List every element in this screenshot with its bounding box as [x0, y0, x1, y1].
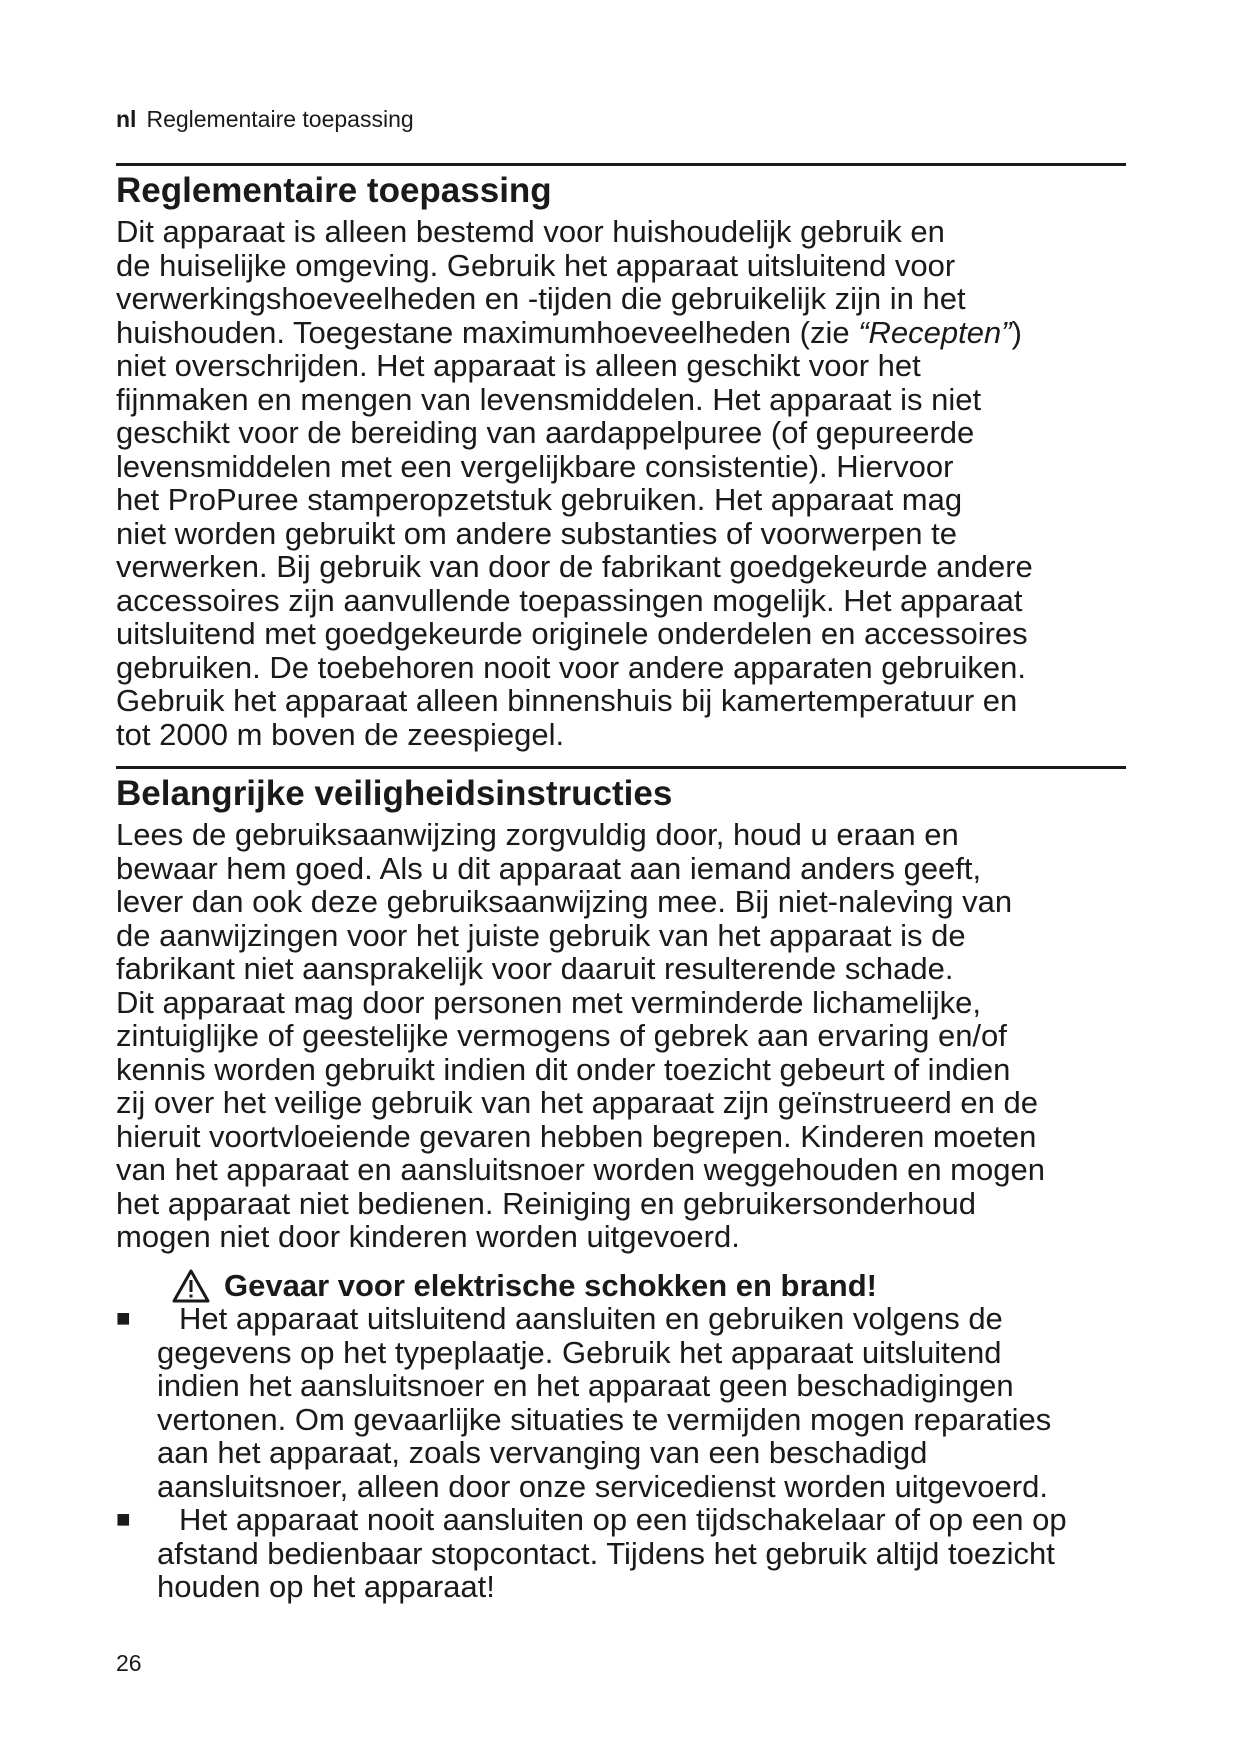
section-title-veiligheidsinstructies: Belangrijke veiligheidsinstructies: [116, 774, 673, 813]
text-line: Het apparaat uitsluitend aansluiten en gebruiken volgens de: [179, 1301, 1003, 1336]
text-line: vertonen. Om gevaarlijke situaties te vermijden mogen reparaties: [157, 1401, 1052, 1437]
language-code: nl: [116, 106, 137, 132]
running-header: [116, 104, 414, 134]
warning-triangle-icon: [172, 1269, 210, 1303]
text-line: indien het aansluitsnoer en het apparaat geen beschadigingen: [157, 1368, 1014, 1403]
text-line: mogen niet door kinderen worden uitgevoerd.: [116, 1219, 740, 1254]
page-number: 26: [116, 1650, 142, 1676]
text-line: tot 2000 m boven de zeespiegel.: [116, 716, 565, 752]
text-line: lever dan ook deze gebruiksaanwijzing mee. Bij niet-naleving van: [116, 884, 1013, 919]
text-line: gegevens op het typeplaatje. Gebruik het apparaat uitsluitend: [157, 1334, 1002, 1370]
text-line: houden op het apparaat!: [157, 1569, 495, 1604]
text-line: het ProPuree stamperopzetstuk gebruiken. Het apparaat mag: [116, 482, 963, 517]
text-line: niet overschrijden. Het apparaat is alleen geschikt voor het: [116, 348, 921, 383]
warning-heading: [172, 1267, 877, 1305]
text-line: van het apparaat en aansluitsnoer worden weggehouden en mogen: [116, 1152, 1045, 1187]
text-line: aan het apparaat, zoals vervanging van een beschadigd: [157, 1435, 928, 1470]
text-line: Lees de gebruiksaanwijzing zorgvuldig door, houd u eraan en: [116, 817, 959, 852]
text-line: hieruit voortvloeiende gevaren hebben begrepen. Kinderen moeten: [116, 1118, 1037, 1154]
paragraph-safety-instructions: [116, 818, 1045, 1254]
text-line: de aanwijzingen voor het juiste gebruik van het apparaat is de: [116, 917, 966, 953]
text-line: geschikt voor de bereiding van aardappelpuree (of gepureerde: [116, 415, 975, 450]
text-segment: huishouden. Toegestane maximumhoeveelheden (zie: [116, 314, 859, 350]
text-line: fijnmaken en mengen van levensmiddelen. Het apparaat is niet: [116, 381, 982, 417]
text-line: Dit apparaat is alleen bestemd voor huishoudelijk gebruik en: [116, 214, 945, 249]
text-line: kennis worden gebruikt indien dit onder toezicht gebeurt of indien: [116, 1051, 1011, 1087]
text-line: het apparaat niet bedienen. Reiniging en gebruikersonderhoud: [116, 1185, 977, 1221]
text-line: bewaar hem goed. Als u dit apparaat aan iemand anders geeft,: [116, 850, 982, 886]
text-line: verwerkingshoeveelheden en -tijden die gebruikelijk zijn in het: [116, 281, 966, 316]
text-line: zij over het veilige gebruik van het apparaat zijn geïnstrueerd en de: [116, 1085, 1038, 1120]
text-line: fabrikant niet aansprakelijk voor daaruit resulterende schade.: [116, 951, 954, 986]
text-line: afstand bedienbaar stopcontact. Tijdens het gebruik altijd toezicht: [157, 1535, 1055, 1571]
text-line: aansluitsnoer, alleen door onze servicedienst worden uitgevoerd.: [157, 1468, 1048, 1504]
section-title-reglementaire-toepassing: Reglementaire toepassing: [116, 171, 552, 210]
text-line: zintuiglijke of geestelijke vermogens of gebrek aan ervaring en/of: [116, 1018, 1007, 1053]
text-line: uitsluitend met goedgekeurde originele onderdelen en accessoires: [116, 616, 1028, 651]
text-line: Het apparaat nooit aansluiten op een tijdschakelaar of op een op: [179, 1502, 1067, 1537]
text-line: levensmiddelen met een vergelijkbare consistentie). Hiervoor: [116, 448, 954, 484]
text-line: verwerken. Bij gebruik van door de fabrikant goedgekeurde andere: [116, 549, 1033, 584]
paragraph-intended-use: [116, 215, 1033, 751]
section-divider: [116, 766, 1126, 769]
warning-text: Gevaar voor elektrische schokken en brand!: [224, 1268, 877, 1303]
text-line: accessoires zijn aanvullende toepassingen mogelijk. Het apparaat: [116, 582, 1023, 618]
running-header-title: Reglementaire toepassing: [146, 106, 414, 132]
text-line: gebruiken. De toebehoren nooit voor andere apparaten gebruiken.: [116, 649, 1026, 685]
section-divider: [116, 163, 1126, 166]
text-line: de huiselijke omgeving. Gebruik het apparaat uitsluitend voor: [116, 247, 956, 283]
bullet-marker: ■: [116, 1506, 131, 1533]
recipes-reference: “Recepten”: [858, 314, 1012, 350]
text-line: Gebruik het apparaat alleen binnenshuis bij kamertemperatuur en: [116, 683, 1018, 718]
text-line: [116, 316, 1033, 350]
text-line: Dit apparaat mag door personen met verminderde lichamelijke,: [116, 984, 981, 1020]
text-line: niet worden gebruikt om andere substanties of voorwerpen te: [116, 515, 957, 551]
text-segment: ): [1011, 314, 1022, 350]
bullet-marker: ■: [116, 1305, 131, 1332]
